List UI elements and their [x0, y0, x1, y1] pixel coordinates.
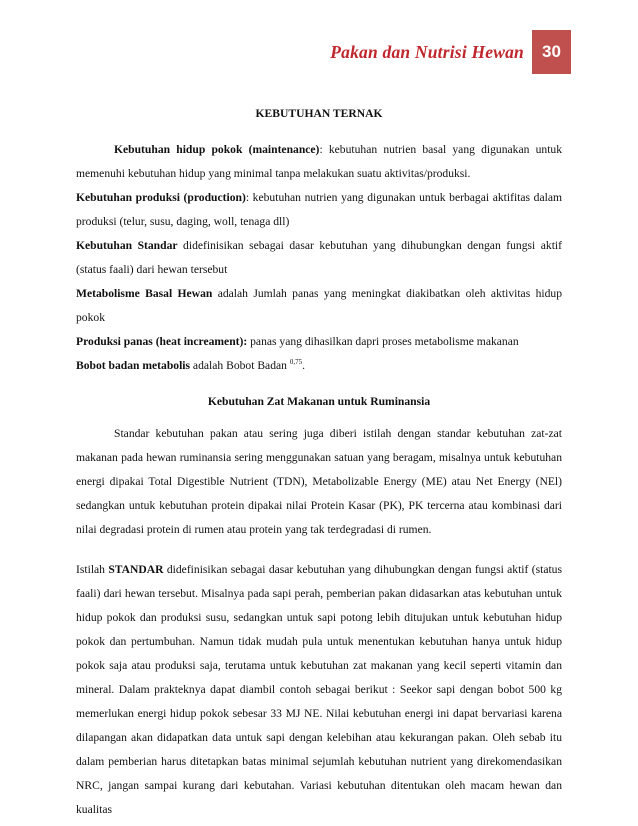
- definition-standar: [76, 234, 562, 282]
- definition-standar-text: didefinisikan sebagai dasar kebutuhan yang dihubungkan dengan fungsi aktif (status faali) dari hewan tersebut: [76, 239, 562, 276]
- term-standar: Kebutuhan Standar: [76, 239, 178, 252]
- term-bobot-metabolis: Bobot badan metabolis: [76, 359, 191, 372]
- term-metabolisme-basal: Metabolisme Basal Hewan: [76, 287, 213, 300]
- definition-metabolisme-basal-text: adalah Jumlah panas yang meningkat diakibatkan oleh aktivitas hidup pokok: [76, 287, 562, 324]
- definition-bobot-metabolis: [76, 354, 562, 378]
- definition-maintenance-text: : kebutuhan nutrien basal yang digunakan untuk memenuhi kebutuhan hidup yang minimal tanpa melakukan suatu aktivitas/produksi.: [76, 143, 563, 180]
- definition-produksi-panas-text: panas yang dihasilkan dapri proses metabolisme makanan: [247, 335, 519, 348]
- definition-bobot-metabolis-text: adalah Bobot Badan: [190, 359, 290, 372]
- definition-production-text: : kebutuhan nutrien yang digunakan untuk berbagai aktifitas dalam produksi (telur, susu, daging, woll, tenaga dll): [76, 191, 562, 228]
- paragraph-standar-kebutuhan: Standar kebutuhan pakan atau sering juga diberi istilah dengan standar kebutuhan zat-zat makanan pada hewan ruminansia sering menggunakan satuan yang beragam, misalnya untuk kebutuhan energi dipakai Total Digestible Nutrient (TDN), Metabolizable Energy (ME) atau Net Energy (NEl) sedangkan untuk kebutuhan protein dipakai nilai Protein Kasar (PK), PK tercerna atau kombinasi dari nilai degradasi protein di rumen atau protein yang tak terdegradasi di rumen.: [76, 427, 562, 536]
- header-title: Pakan dan Nutrisi Hewan: [330, 41, 524, 62]
- term-maintenance: Kebutuhan hidup pokok (maintenance): [114, 143, 320, 156]
- section-heading-ruminansia: Kebutuhan Zat Makanan untuk Ruminansia: [207, 395, 431, 408]
- section-heading-kebutuhan-ternak: KEBUTUHAN TERNAK: [255, 107, 383, 120]
- document-body: [76, 102, 562, 822]
- definition-metabolisme-basal: [76, 282, 562, 330]
- term-produksi-panas: Produksi panas (heat increament):: [76, 335, 248, 348]
- exponent: 0,75: [289, 358, 303, 366]
- istilah-prefix: Istilah: [76, 563, 109, 576]
- paragraph-istilah-standar: [76, 558, 562, 822]
- definition-production: [76, 186, 562, 234]
- page-number-badge: 30: [532, 30, 571, 74]
- term-standar-caps: STANDAR: [108, 563, 164, 576]
- definition-bobot-metabolis-end: .: [302, 359, 305, 372]
- term-production: Kebutuhan produksi (production): [76, 191, 246, 204]
- definition-produksi-panas: [76, 330, 562, 354]
- definition-maintenance: [76, 138, 562, 186]
- istilah-standar-text: didefinisikan sebagai dasar kebutuhan yang dihubungkan dengan fungsi aktif (status faali) dari hewan tersebut. Misalnya pada sapi perah, pemberian pakan didasarkan atas kebutuhan untuk hidup pokok dan produksi susu, sedangkan untuk sapi potong lebih ditujukan untuk kebutuhan hidup pokok dan pertumbuhan. Namun tidak mudah pula untuk menentukan kebutuhan hanya untuk hidup pokok saja atau produksi saja, terutama untuk kebutuhan zat makanan yang kecil seperti vitamin dan mineral. Dalam prakteknya dapat diambil contoh sebagai berikut : Seekor sapi dengan bobot 500 kg memerlukan energi hidup pokok sebesar 33 MJ NE. Nilai kebutuhan energi ini dapat bervariasi karena dilapangan akan didapatkan data untuk sapi dengan kelebihan atau kekurangan pakan. Oleh sebab itu dalam pemberian harus ditetapkan batas minimal sejumlah kebutuhan nutrient yang direkomendasikan NRC, jangan sampai kurang dari kebutahan. Variasi kebutuhan ditentukan oleh macam hewan dan kualitas: [76, 563, 562, 816]
- page-header: [330, 30, 571, 74]
